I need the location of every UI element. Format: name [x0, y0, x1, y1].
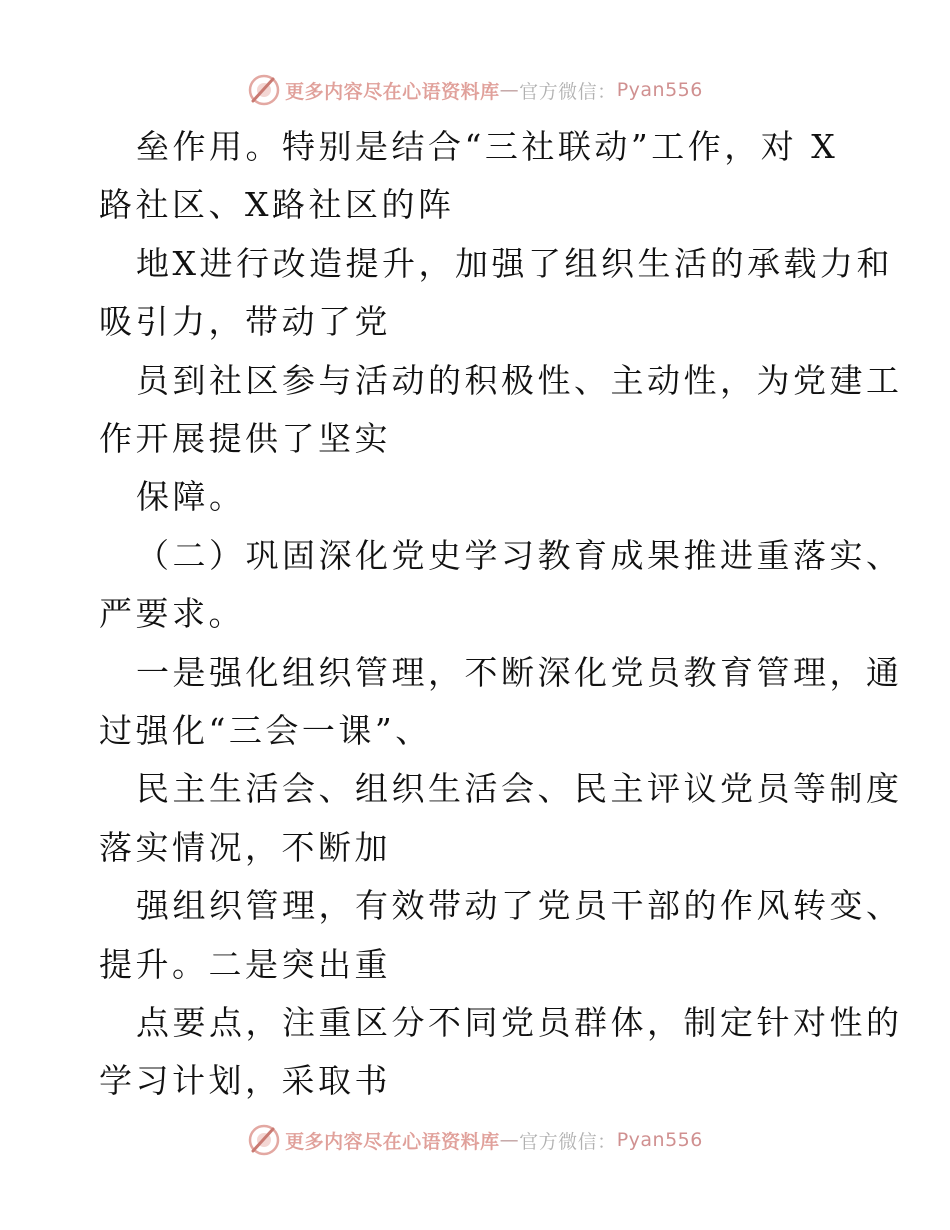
text-line: 地X进行改造提升，加强了组织生活的承载力和: [136, 243, 893, 283]
header-watermark: [0, 70, 950, 110]
text-line: 保障。: [136, 477, 246, 517]
watermark-dash: —: [499, 79, 520, 101]
watermark-wechat-id: Pyan556: [616, 79, 703, 101]
pen-logo-icon: [247, 1123, 281, 1157]
watermark-label: 官方微信：: [519, 80, 617, 103]
text-line: 过强化“三会一课”、: [99, 711, 432, 750]
watermark-main-text: 更多内容尽在心语资料库: [285, 1130, 500, 1153]
watermark-label: 官方微信：: [519, 1130, 617, 1153]
text-line: 民主生活会、组织生活会、民主评议党员等制度: [136, 769, 903, 809]
watermark-dash: —: [499, 1129, 520, 1151]
text-line: 路社区、X路社区的阵: [99, 185, 455, 225]
text-line: 作开展提供了坚实: [99, 419, 391, 458]
watermark-wechat-id: Pyan556: [616, 1129, 703, 1151]
text-line: （二）巩固深化党史学习教育成果推进重落实、: [136, 535, 903, 575]
text-line: 严要求。: [99, 594, 245, 634]
text-line: 落实情况，不断加: [99, 827, 391, 867]
pen-logo-icon: [247, 73, 281, 107]
footer-watermark: [0, 1120, 950, 1160]
text-line: 员到社区参与活动的积极性、主动性，为党建工: [136, 360, 903, 400]
text-line: 提升。二是突出重: [99, 944, 391, 984]
text-line: 一是强化组织管理，不断深化党员教育管理，通: [136, 652, 903, 692]
text-line: 强组织管理，有效带动了党员干部的作风转变、: [136, 886, 903, 926]
text-line: 垒作用。特别是结合“三社联动”工作，对 X: [136, 127, 839, 166]
watermark-main-text: 更多内容尽在心语资料库: [285, 80, 500, 103]
text-line: 点要点，注重区分不同党员群体，制定针对性的: [136, 1003, 903, 1042]
text-line: 吸引力，带动了党: [99, 302, 391, 342]
text-line: 学习计划，采取书: [99, 1061, 391, 1101]
